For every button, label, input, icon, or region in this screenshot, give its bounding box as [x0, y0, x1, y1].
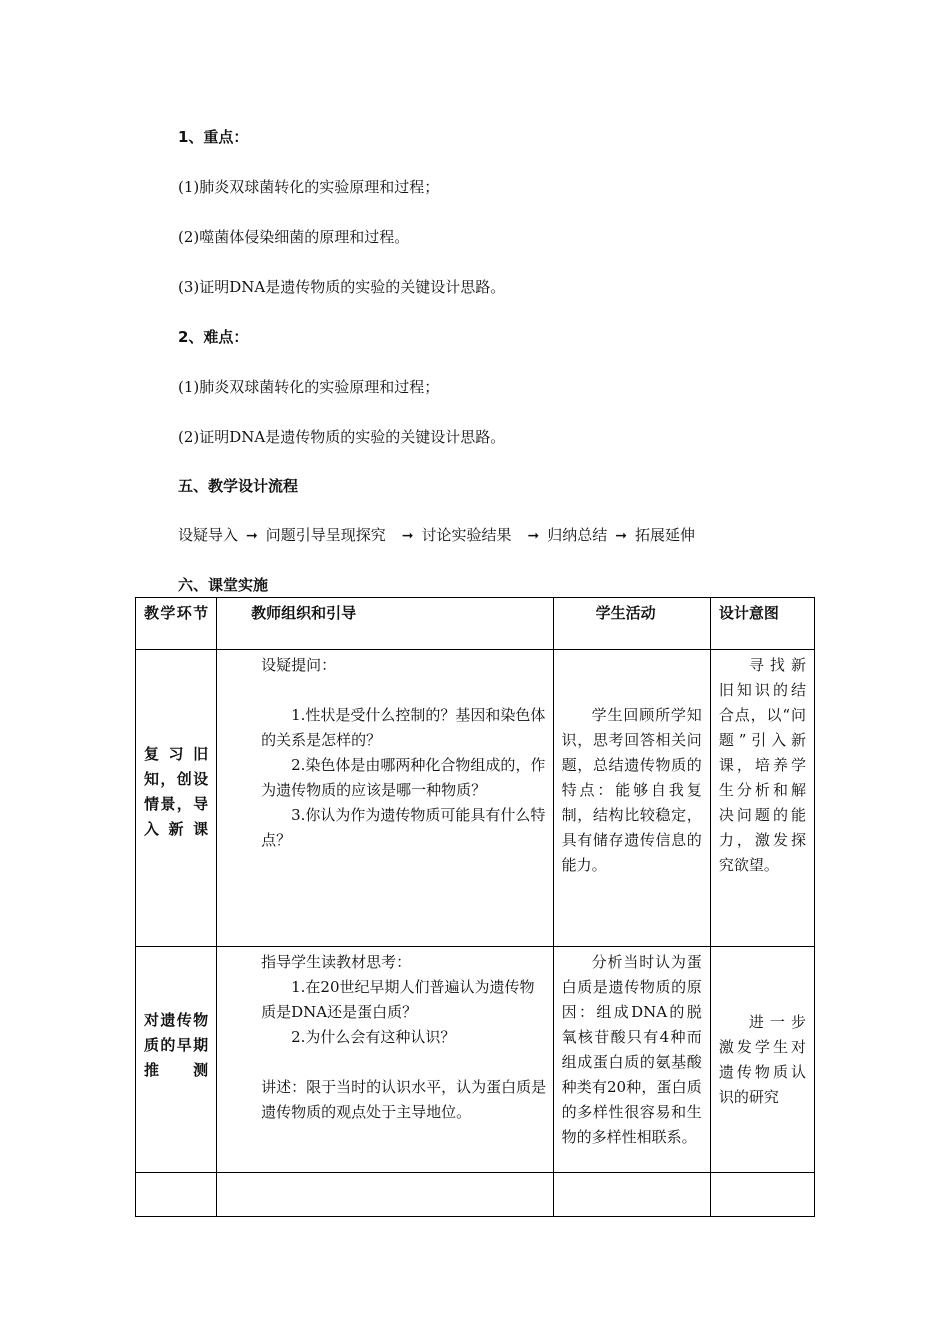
arrow-right-icon: ➞: [615, 528, 627, 544]
difficulties-heading: 2、难点：: [178, 328, 249, 346]
arrow-right-icon: ➞: [246, 528, 258, 544]
teacher-intro: 设疑提问：: [261, 656, 337, 674]
lesson-plan-table: [135, 597, 815, 1217]
difficulty-item: (2)证明DNA是遗传物质的实验的关键设计思路。: [178, 428, 506, 446]
difficulty-item: (1)肺炎双球菌转化的实验原理和过程；: [178, 378, 440, 396]
teacher-question: 1.在20世纪早期人们普遍认为遗传物质是DNA还是蛋白质？: [261, 978, 535, 1021]
design-flow: [178, 525, 695, 546]
header-teacher: 教师组织和引导: [251, 604, 357, 622]
teacher-intro: 指导学生读教材思考：: [261, 953, 412, 971]
key-point-item: (3)证明DNA是遗传物质的实验的关键设计思路。: [178, 278, 506, 296]
table-row-empty: [136, 1173, 815, 1217]
table-row: [136, 947, 815, 1173]
teacher-question: 3.你认为作为遗传物质可能具有什么特点？: [261, 806, 546, 849]
table-row: [136, 650, 815, 947]
stage-label: 对遗传物质的早期推测: [144, 1011, 209, 1079]
flow-step: 讨论实验结果: [421, 526, 512, 544]
key-point-item: (2)噬菌体侵染细菌的原理和过程。: [178, 228, 410, 246]
key-point-item: (1)肺炎双球菌转化的实验原理和过程；: [178, 178, 440, 196]
stage-label: 复习旧知，创设情景，导入新课: [144, 745, 209, 838]
section5-heading: 五、教学设计流程: [178, 477, 299, 495]
key-points-heading: 1、重点：: [178, 128, 249, 146]
teacher-question: 2.为什么会有这种认识？: [291, 1028, 456, 1046]
flow-step: 设疑导入: [178, 526, 239, 544]
arrow-right-icon: ➞: [401, 528, 414, 544]
flow-step: 归纳总结: [547, 526, 608, 544]
teacher-question: 2.染色体是由哪两种化合物组成的，作为遗传物质的应该是哪一种物质？: [261, 756, 546, 799]
section6-heading: 六、课堂实施: [178, 576, 269, 594]
header-student: 学生活动: [595, 604, 656, 622]
teacher-question: 1.性状是受什么控制的？基因和染色体的关系是怎样的？: [261, 706, 546, 749]
header-stage: 教学环节: [144, 604, 209, 622]
header-intent: 设计意图: [718, 604, 779, 622]
student-activity: 学生回顾所学知识，思考回答相关问题，总结遗传物质的特点：能够自我复制，结构比较稳定，具有储存遗传信息的能力。: [561, 706, 702, 874]
flow-step: 拓展延伸: [635, 526, 696, 544]
arrow-right-icon: ➞: [527, 528, 540, 544]
flow-step: 问题引导呈现探究: [265, 526, 386, 544]
design-intent: 寻找新旧知识的结合点，以“问题”引入新课，培养学生分析和解决问题的能力，激发探究欲望。: [718, 656, 806, 874]
table-header-row: [136, 598, 815, 650]
teacher-note: 讲述：限于当时的认识水平，认为蛋白质是遗传物质的观点处于主导地位。: [261, 1078, 547, 1121]
design-intent: 进一步激发学生对遗传物质认识的研究: [718, 1012, 806, 1106]
student-activity: 分析当时认为蛋白质是遗传物质的原因：组成DNA的脱氧核苷酸只有4种而组成蛋白质的氨基酸种类有20种，蛋白质的多样性很容易和生物的多样性相联系。: [561, 953, 702, 1146]
